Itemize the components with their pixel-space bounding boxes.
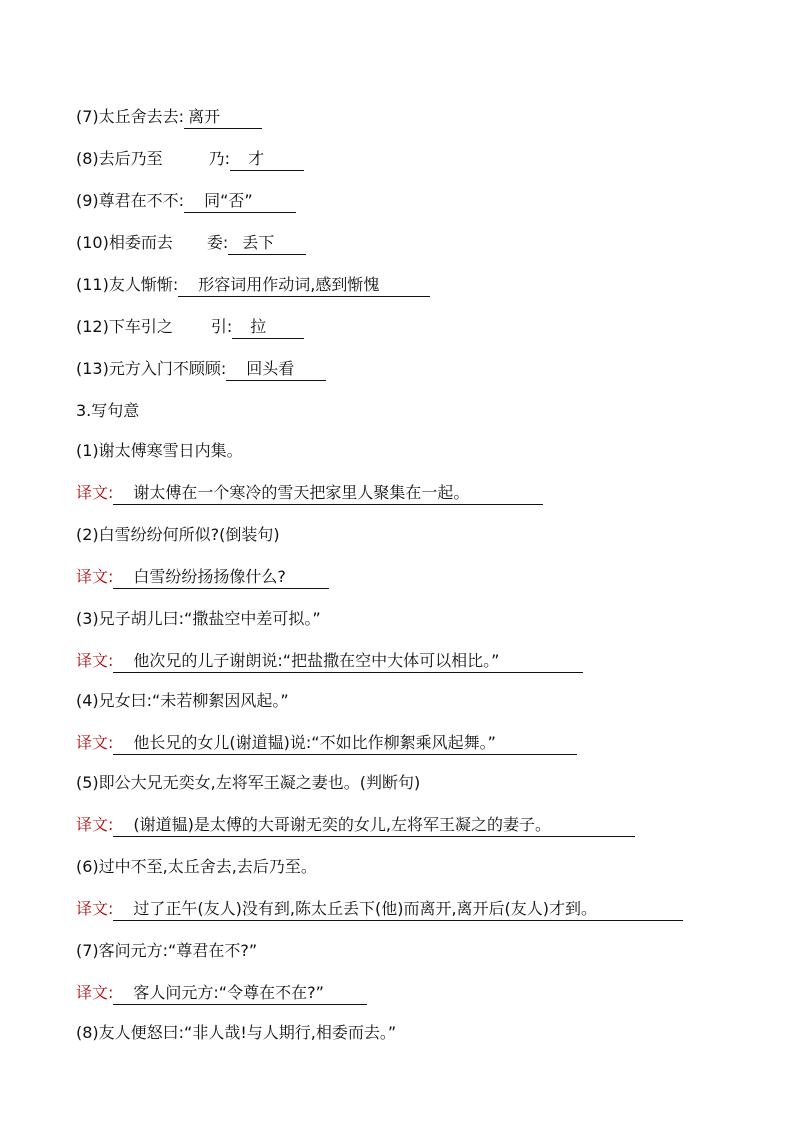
translation-label: 译文: <box>76 483 114 502</box>
translation-row <box>76 566 329 589</box>
sentence-prompt: (6)过中不至,太丘舍去,去后乃至。 <box>76 857 317 876</box>
vocab-item <box>76 274 430 297</box>
sentence-prompt: (3)兄子胡儿曰:“撒盐空中差可拟。” <box>76 609 321 628</box>
sentence-prompt: (2)白雪纷纷何所似?(倒装句) <box>76 525 280 544</box>
sentence-prompt: (8)友人便怒曰:“非人哉!与人期行,相委而去。” <box>76 1023 397 1042</box>
translation-label: 译文: <box>76 983 114 1002</box>
translation-label: 译文: <box>76 899 114 918</box>
translation-text: 他次兄的儿子谢朗说:“把盐撒在空中大体可以相比。” <box>113 650 583 673</box>
translation-text: 他长兄的女儿(谢道韫)说:“不如比作柳絮乘风起舞。” <box>113 732 577 755</box>
translation-row <box>76 982 367 1005</box>
translation-label: 译文: <box>76 733 114 752</box>
translation-label: 译文: <box>76 815 114 834</box>
section-title: 3.写句意 <box>76 401 140 420</box>
translation-text: 客人问元方:“令尊在不在?” <box>113 982 367 1005</box>
vocab-term: 乃: <box>208 149 231 168</box>
vocab-item <box>76 316 304 339</box>
vocab-answer: 回头看 <box>226 358 326 381</box>
translation-label: 译文: <box>76 651 114 670</box>
vocab-prompt: (13)元方入门不顾顾: <box>76 359 227 378</box>
vocab-item <box>76 232 306 255</box>
vocab-answer: 拉 <box>232 316 304 339</box>
sentence-prompt: (1)谢太傅寒雪日内集。 <box>76 441 243 460</box>
translation-text: (谢道韫)是太傅的大哥谢无奕的女儿,左将军王凝之的妻子。 <box>113 814 635 837</box>
vocab-item <box>76 190 296 213</box>
vocab-prompt: (9)尊君在不不: <box>76 191 185 210</box>
vocab-prompt: (11)友人惭惭: <box>76 275 179 294</box>
translation-label: 译文: <box>76 567 114 586</box>
vocab-answer: 形容词用作动词,感到惭愧 <box>178 274 430 297</box>
vocab-term: 委: <box>206 233 229 252</box>
vocab-prompt: (12)下车引之 <box>76 317 173 336</box>
vocab-prompt: (8)去后乃至 <box>76 149 163 168</box>
translation-row <box>76 732 577 755</box>
translation-row <box>76 898 683 921</box>
vocab-prompt: (10)相委而去 <box>76 233 173 252</box>
translation-text: 白雪纷纷扬扬像什么? <box>113 566 329 589</box>
vocab-item <box>76 148 304 171</box>
sentence-prompt: (7)客问元方:“尊君在不?” <box>76 941 258 960</box>
vocab-answer: 同“否” <box>184 190 296 213</box>
translation-row <box>76 814 635 837</box>
vocab-answer: 丢下 <box>228 232 306 255</box>
sentence-prompt: (5)即公大兄无奕女,左将军王凝之妻也。(判断句) <box>76 773 421 792</box>
vocab-prompt: (7)太丘舍去去: <box>76 107 185 126</box>
translation-text: 谢太傅在一个寒冷的雪天把家里人聚集在一起。 <box>113 482 543 505</box>
translation-row <box>76 482 543 505</box>
vocab-item <box>76 106 262 129</box>
vocab-term: 引: <box>210 317 233 336</box>
vocab-answer: 才 <box>230 148 304 171</box>
vocab-answer: 离开 <box>184 106 262 129</box>
vocab-item <box>76 358 326 381</box>
translation-row <box>76 650 583 673</box>
translation-text: 过了正午(友人)没有到,陈太丘丢下(他)而离开,离开后(友人)才到。 <box>113 898 683 921</box>
sentence-prompt: (4)兄女曰:“未若柳絮因风起。” <box>76 691 289 710</box>
